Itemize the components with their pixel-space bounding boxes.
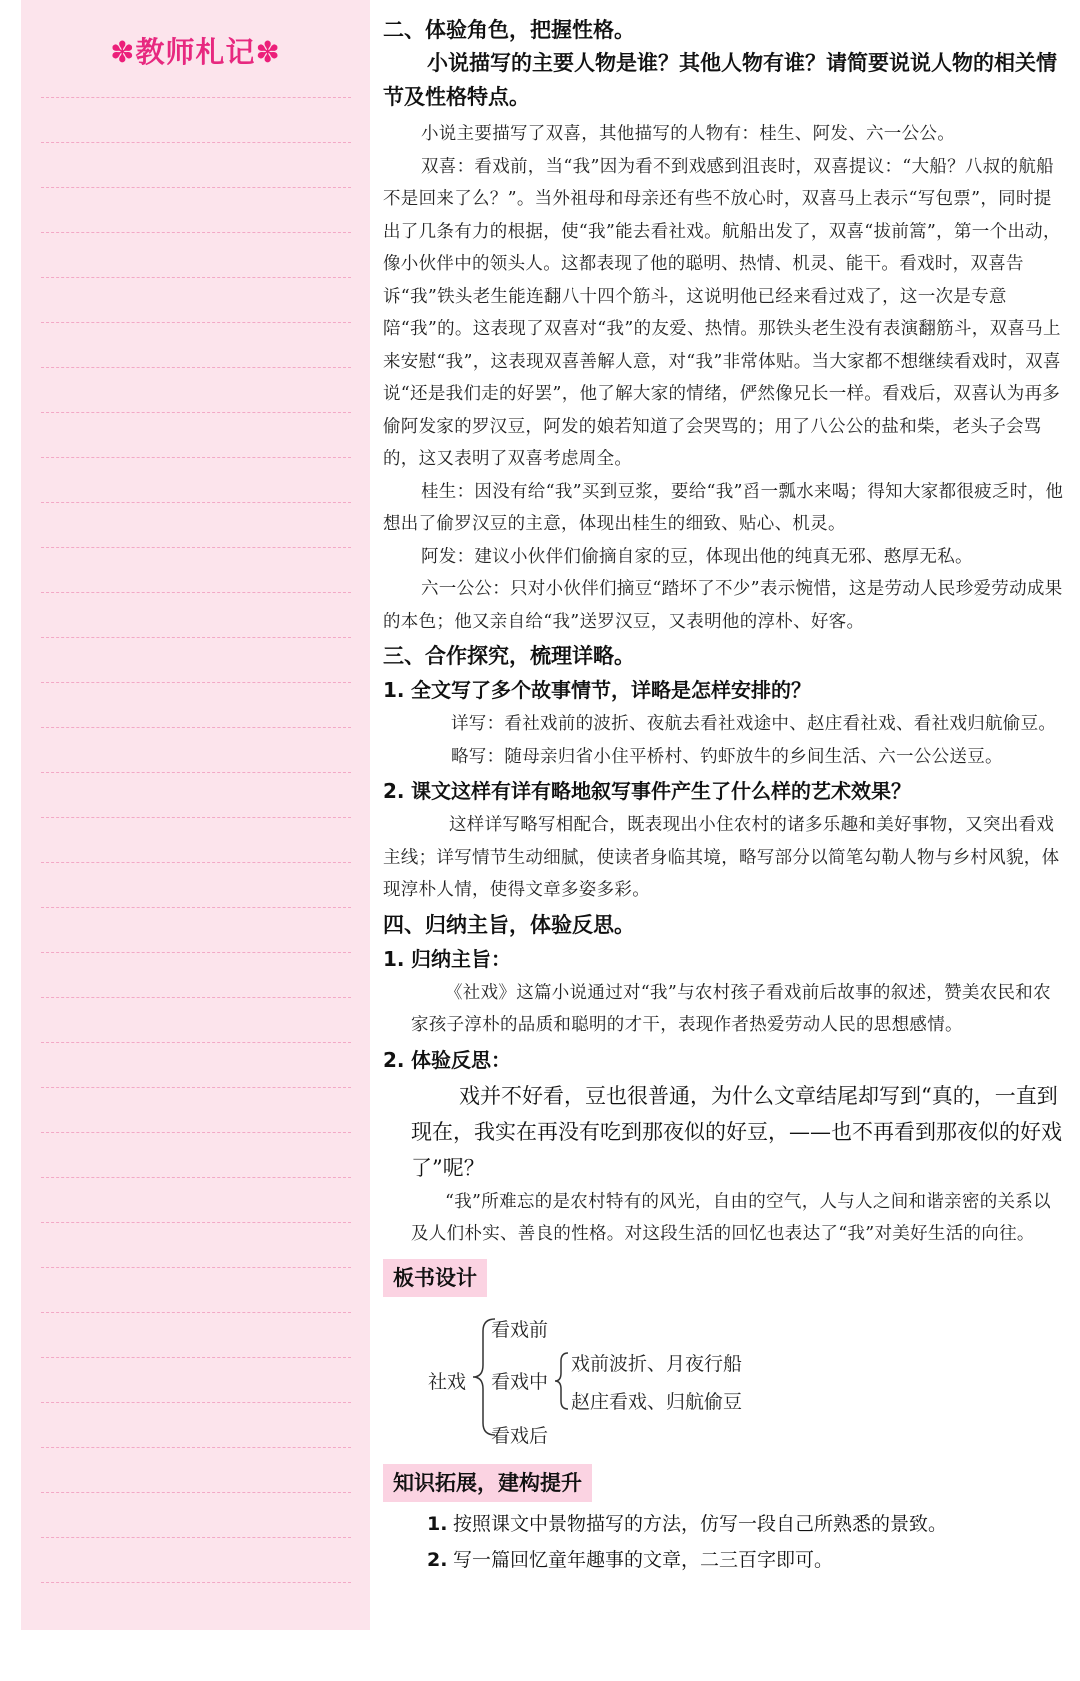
board-during-b: 赵庄看戏、归航偷豆 <box>571 1390 743 1413</box>
item-number: 2. <box>427 1548 448 1571</box>
answer-paragraph: “我”所难忘的是农村特有的风光，自由的空气，人与人之间和谐亲密的关系以及人们朴实、善良的性格。对这段生活的回忆也表达了“我”对美好生活的向往。 <box>411 1191 1051 1244</box>
note-line <box>41 1357 351 1358</box>
note-line <box>41 1312 351 1313</box>
sub-question-text: 归纳主旨： <box>411 946 511 971</box>
note-line <box>41 862 351 863</box>
note-line <box>41 772 351 773</box>
extension-item <box>383 1542 1068 1578</box>
answer-paragraph: 双喜：看戏前，当“我”因为看不到戏感到沮丧时，双喜提议：“大船？八叔的航船不是回来了么？”。当外祖母和母亲还有些不放心时，双喜马上表示“写包票”，同时提出了几条有力的根据，使“我”能去看社戏。航船出发了，双喜“拔前篙”，第一个出动，像小伙伴中的领头人。这都表现了他的聪明、热情、机灵、能干。看戏时，双喜告诉“我”铁头老生能连翻八十四个筋斗，这说明他已经来看过戏了，这一次是专意陪“我”的。这表现了双喜对“我”的友爱、热情。那铁头老生没有表演翻筋斗，双喜马上来安慰“我”，这表现双喜善解人意，对“我”非常体贴。当大家都不想继续看戏时，双喜说“还是我们走的好罢”，他了解大家的情绪，俨然像兄长一样。看戏后，双喜认为再多偷阿发家的罗汉豆，阿发的娘若知道了会哭骂的；用了八公公的盐和柴，老头子会骂的，这又表明了双喜考虑周全。 <box>383 156 1061 469</box>
note-line <box>41 817 351 818</box>
sub-question <box>383 672 1068 708</box>
note-line <box>41 502 351 503</box>
note-line <box>41 547 351 548</box>
sub-question <box>383 773 1068 809</box>
note-line <box>41 907 351 908</box>
board-root: 社戏 <box>428 1370 467 1393</box>
brace-lines <box>383 1297 783 1462</box>
board-before: 看戏前 <box>491 1318 549 1341</box>
section-heading: 三、合作探究，梳理详略。 <box>383 644 635 668</box>
question-number: 2. <box>383 779 405 803</box>
board-during: 看戏中 <box>491 1370 549 1393</box>
board-after: 看戏后 <box>491 1424 549 1447</box>
answer-paragraph: 六一公公：只对小伙伴们摘豆“踏坏了不少”表示惋惜，这是劳动人民珍爱劳动成果的本色；他又亲自给“我”送罗汉豆，又表明他的淳朴、好客。 <box>383 579 1063 632</box>
flower-icon: ✽ <box>110 35 136 69</box>
sub-question-text: 课文这样有详有略地叙写事件产生了什么样的艺术效果？ <box>411 779 911 803</box>
note-line <box>41 637 351 638</box>
note-line <box>41 457 351 458</box>
note-line <box>41 232 351 233</box>
board-design-tag: 板书设计 <box>383 1259 487 1297</box>
note-line <box>41 187 351 188</box>
note-line <box>41 1537 351 1538</box>
sidebar-title <box>21 30 370 71</box>
note-line <box>41 1132 351 1133</box>
note-line <box>41 1042 351 1043</box>
main-content <box>383 14 1068 1578</box>
sub-question <box>383 941 1068 977</box>
note-line <box>41 1492 351 1493</box>
question-text: 小说描写的主要人物是谁？其他人物有谁？请简要说说人物的相关情节及性格特点。 <box>383 51 1057 109</box>
extension-item <box>383 1506 1068 1542</box>
question-number: 1. <box>383 946 405 971</box>
section-heading: 二、体验角色，把握性格。 <box>383 18 635 42</box>
sub-question-text: 全文写了多个故事情节，详略是怎样安排的？ <box>411 678 811 702</box>
note-line <box>41 1402 351 1403</box>
answer-paragraph: 略写：随母亲归省小住平桥村、钓虾放牛的乡间生活、六一公公送豆。 <box>451 746 1003 767</box>
answer-paragraph: 阿发：建议小伙伴们偷摘自家的豆，体现出他的纯真无邪、憨厚无私。 <box>421 546 973 567</box>
answer-paragraph: 这样详写略写相配合，既表现出小住农村的诸多乐趣和美好事物，又突出看戏主线；详写情节生动细腻，使读者身临其境，略写部分以简笔勾勒人物与乡村风貌，体现淳朴人情，使得文章多姿多彩。 <box>383 815 1060 900</box>
note-line <box>41 97 351 98</box>
note-line <box>41 142 351 143</box>
note-line <box>41 592 351 593</box>
board-during-a: 戏前波折、月夜行船 <box>571 1352 743 1375</box>
note-line <box>41 277 351 278</box>
note-line <box>41 682 351 683</box>
note-line <box>41 727 351 728</box>
sub-question <box>383 1042 1068 1078</box>
answer-paragraph: 桂生：因没有给“我”买到豆浆，要给“我”舀一瓢水来喝；得知大家都很疲乏时，他想出了偷罗汉豆的主意，体现出桂生的细致、贴心、机灵。 <box>383 481 1064 534</box>
answer-paragraph: 详写：看社戏前的波折、夜航去看社戏途中、赵庄看社戏、看社戏归航偷豆。 <box>451 714 1057 734</box>
answer-paragraph: 小说主要描写了双喜，其他描写的人物有：桂生、阿发、六一公公。 <box>421 124 955 144</box>
note-line <box>41 997 351 998</box>
item-text: 写一篇回忆童年趣事的文章，二三百字即可。 <box>453 1548 834 1571</box>
board-diagram <box>383 1297 1068 1462</box>
note-line <box>41 952 351 953</box>
page-number: 5 <box>505 1585 541 1650</box>
extension-tag: 知识拓展，建构提升 <box>383 1464 592 1502</box>
sidebar-title-text: 教师札记 <box>135 35 256 69</box>
question-number: 2. <box>383 1047 405 1072</box>
note-line <box>41 1582 351 1583</box>
note-line <box>41 1447 351 1448</box>
note-line <box>41 412 351 413</box>
item-number: 1. <box>427 1512 448 1535</box>
note-line <box>41 1177 351 1178</box>
question-number: 1. <box>383 678 405 702</box>
flower-icon: ✽ <box>255 35 281 69</box>
note-line <box>41 1087 351 1088</box>
note-line <box>41 1267 351 1268</box>
note-line <box>41 322 351 323</box>
teacher-notes-sidebar <box>21 0 370 1630</box>
note-line <box>41 1222 351 1223</box>
note-line <box>41 367 351 368</box>
section-heading: 四、归纳主旨，体验反思。 <box>383 912 635 937</box>
item-text: 按照课文中景物描写的方法，仿写一段自己所熟悉的景致。 <box>453 1512 948 1535</box>
sub-question-text: 体验反思： <box>411 1047 511 1072</box>
answer-paragraph: 《社戏》这篇小说通过对“我”与农村孩子看戏前后故事的叙述，赞美农民和农家孩子淳朴的品质和聪明的才干，表现作者热爱劳动人民的思想感情。 <box>411 982 1051 1035</box>
reflection-question: 戏并不好看，豆也很普通，为什么文章结尾却写到“真的，一直到现在，我实在再没有吃到那夜似的好豆，——也不再看到那夜似的好戏了”呢？ <box>411 1083 1062 1180</box>
